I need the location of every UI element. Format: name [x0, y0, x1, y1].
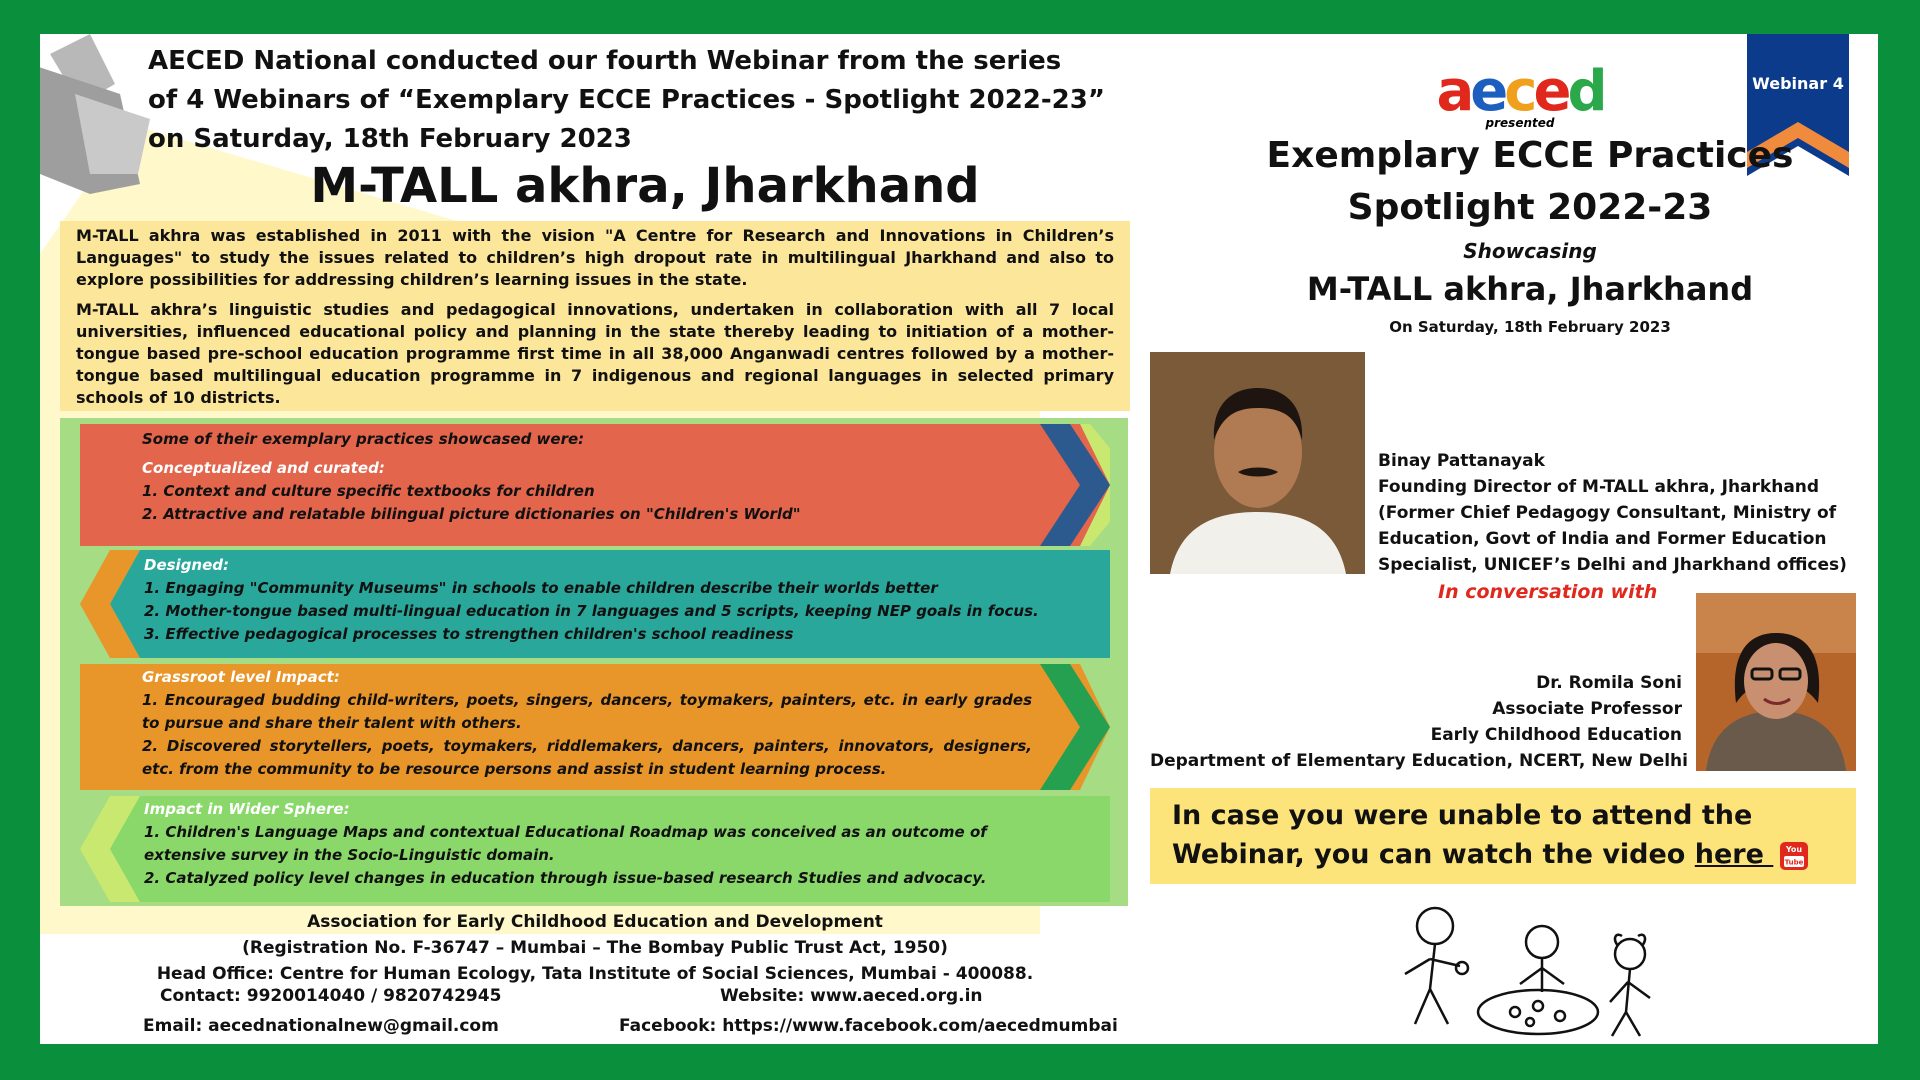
footer-registration: (Registration No. F-36747 – Mumbai – The Bombay Public Trust Act, 1950): [242, 938, 948, 958]
poster: [40, 34, 1878, 1044]
youtube-icon[interactable]: [1779, 841, 1809, 871]
section-item: 1. Engaging "Community Museums" in schools to enable children describe their worlds better: [144, 579, 938, 597]
page-title: M-TALL akhra, Jharkhand: [310, 158, 980, 214]
speaker-2-dept: Early Childhood Education: [1430, 725, 1682, 745]
speaker-1-info: [1378, 448, 1848, 578]
speaker-1-bio-line: (Former Chief Pedagogy Consultant, Ministry of: [1378, 503, 1837, 523]
footer-office: Head Office: Centre for Human Ecology, Tata Institute of Social Sciences, Mumbai - 400088.: [156, 964, 1034, 984]
intro-line-3: on Saturday, 18th February 2023: [148, 124, 632, 154]
intro-line-1: AECED National conducted our fourth Webinar from the series: [148, 46, 1062, 76]
speaker-2-photo: [1696, 593, 1856, 771]
speaker-2-role: Associate Professor: [1492, 699, 1682, 719]
speaker-1-name: Binay Pattanayak: [1378, 451, 1545, 471]
logo-tagline: presented: [1485, 116, 1555, 130]
ribbon-label: Webinar 4: [1752, 74, 1844, 93]
watch-line-2: [1172, 835, 1834, 874]
footer: [60, 906, 1130, 1044]
watch-line-1: In case you were unable to attend the: [1172, 800, 1753, 831]
section-heading: Designed:: [144, 556, 230, 574]
speaker-1-bio-line: Specialist, UNICEF’s Delhi and Jharkhand offices): [1378, 555, 1847, 575]
logo-word: aeced: [1436, 59, 1604, 124]
section-item: 2. Discovered storytellers, poets, toymakers, riddlemakers, dancers, painters, innovators, designers, etc. from the community to be resource persons and assist in student learning process.: [142, 737, 1032, 778]
section-item: 2. Attractive and relatable bilingual picture dictionaries on "Children's World": [142, 505, 801, 523]
speaker-2-name: Dr. Romila Soni: [1536, 673, 1682, 693]
practices-lead: Some of their exemplary practices showcased were:: [142, 430, 585, 448]
section-item: 1. Encouraged budding child-writers, poets, singers, dancers, toymakers, painters, etc. in early grades to pursue and share their talent with others.: [142, 691, 1032, 732]
footer-email[interactable]: Email: aecednationalnew@gmail.com: [143, 1016, 499, 1036]
watch-line-2-text: Webinar, you can watch the video: [1172, 839, 1695, 870]
youtube-icon-you: You: [1786, 844, 1803, 854]
practice-band-conceptualized: [80, 424, 1110, 546]
speaker-2-org: Department of Elementary Education, NCERT, New Delhi: [1150, 751, 1688, 771]
about-box: [60, 221, 1130, 411]
event-title-line-1: Exemplary ECCE Practices: [1266, 135, 1794, 176]
practice-band-wider-sphere: [80, 796, 1110, 902]
event-title-line-2: Spotlight 2022-23: [1347, 187, 1713, 228]
speaker-2-info: [1150, 670, 1688, 774]
youtube-icon-tube: Tube: [1784, 858, 1804, 866]
watch-video-link[interactable]: here: [1694, 839, 1774, 870]
band-text: [144, 798, 1034, 890]
watch-video-box: [1150, 788, 1856, 884]
band-text: [142, 428, 1022, 526]
intro-line-2: of 4 Webinars of “Exemplary ECCE Practices - Spotlight 2022-23”: [148, 85, 1105, 115]
about-paragraph-1: M-TALL akhra was established in 2011 with the vision "A Centre for Research and Innovations in Children’s Languages" to study the issues related to children’s high dropout rate in multilingual Jharkhand and also to explore possibilities for addressing children’s learning issues in the state.: [76, 226, 1114, 289]
event-date: On Saturday, 18th February 2023: [1389, 318, 1671, 336]
speaker-1-photo: [1150, 352, 1365, 574]
practice-band-grassroot: [80, 664, 1110, 790]
in-conversation-label: In conversation with: [1438, 581, 1658, 603]
section-item: 2. Mother-tongue based multi-lingual education in 7 languages and 5 scripts, keeping NEP goals in focus.: [144, 602, 1039, 620]
section-item: 1. Children's Language Maps and contextual Educational Roadmap was conceived as an outcome of extensive survey in the Socio-Linguistic domain.: [144, 823, 987, 864]
practice-band-designed: [80, 550, 1110, 658]
section-item: 3. Effective pedagogical processes to strengthen children's school readiness: [144, 625, 794, 643]
footer-org: Association for Early Childhood Education and Development: [307, 912, 883, 932]
band-text: [142, 666, 1032, 781]
section-item: 2. Catalyzed policy level changes in education through issue-based research Studies and advocacy.: [144, 869, 987, 887]
speaker-1-role: Founding Director of M-TALL akhra, Jharkhand: [1378, 477, 1820, 497]
section-heading: Conceptualized and curated:: [142, 459, 385, 477]
footer-facebook[interactable]: Facebook: https://www.facebook.com/aecedmumbai: [619, 1016, 1118, 1036]
event-org: M-TALL akhra, Jharkhand: [1306, 270, 1754, 308]
speaker-1-bio-line: Education, Govt of India and Former Education: [1378, 529, 1827, 549]
event-title: [1240, 130, 1820, 234]
about-paragraph-2: M-TALL akhra’s linguistic studies and pedagogical innovations, undertaken in collaboration with all 7 local universities, influenced educational policy and planning in the state thereby leading to initiation of a mother-tongue based pre-school education programme first time in all 38,000 Anganwadi centres followed by a mother-tongue based multilingual education programme in 7 indigenous and regional languages in selected primary schools of 10 districts.: [76, 300, 1114, 407]
intro-text: [148, 42, 1108, 159]
section-heading: Impact in Wider Sphere:: [144, 800, 350, 818]
band-text: [144, 554, 1044, 646]
footer-contact: Contact: 9920014040 / 9820742945: [160, 986, 502, 1006]
section-heading: Grassroot level Impact:: [142, 668, 340, 686]
footer-website[interactable]: Website: www.aeced.org.in: [720, 986, 983, 1006]
showcasing-label: Showcasing: [1463, 239, 1597, 263]
kids-illustration: [1390, 894, 1680, 1044]
practices-panel: [60, 418, 1128, 906]
section-item: 1. Context and culture specific textbooks for children: [142, 482, 595, 500]
